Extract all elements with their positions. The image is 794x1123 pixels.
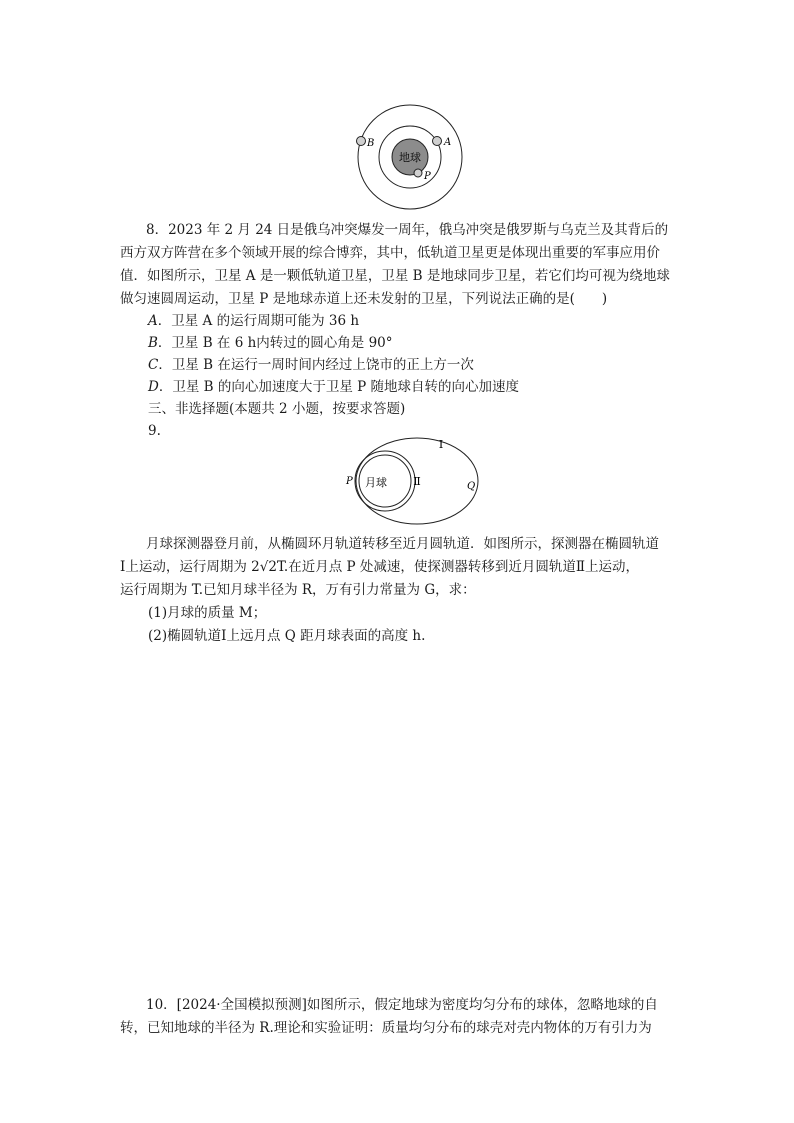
moon-label: 月球: [365, 476, 387, 489]
q10-line-2: 转，已知地球的半径为 R.理论和实验证明：质量均匀分布的球壳对壳内物体的万有引力为: [120, 1020, 652, 1036]
q8-line-2: 西方双方阵营在多个领域开展的综合博弈，其中，低轨道卫星更是体现出重要的军事应用价: [120, 245, 660, 261]
option-text: ．卫星 B 在 6 h内转过的圆心角是 90°: [157, 335, 393, 351]
q10-line-1: 10．[2024·全国模拟预测]如图所示，假定地球为密度均匀分布的球体，忽略地球的自: [146, 997, 658, 1013]
label-p: P: [346, 476, 353, 487]
q8-option-b[interactable]: [148, 332, 708, 354]
q9-line-1: 月球探测器登月前，从椭圆环月轨道转移至近月圆轨道．如图所示，探测器在椭圆轨道: [146, 536, 659, 552]
q8-option-d[interactable]: [148, 376, 708, 398]
section-heading: 三、非选择题(本题共 2 小题，按要求答题): [148, 401, 406, 417]
earth-label: 地球: [399, 151, 421, 164]
q8-line-4: 做匀速圆周运动，卫星 P 是地球赤道上还未发射的卫星，下列说法正确的是( ): [120, 291, 608, 307]
satellite-orbit-figure: [350, 100, 480, 210]
orbit-1-label: Ⅰ: [438, 438, 444, 451]
option-key: B: [148, 335, 158, 351]
option-key: D: [148, 379, 159, 395]
option-key: C: [148, 357, 159, 373]
q9-line-2: Ⅰ上运动，运行周期为 2√2T.在近月点 P 处减速，使探测器转移到近月圆轨道Ⅱ上运动，: [120, 559, 640, 575]
satellite-b: [357, 137, 366, 146]
option-key: A: [148, 313, 158, 329]
moon-orbit-figure: [340, 432, 490, 530]
satellite-p: [414, 169, 422, 177]
q9-number: 9.: [148, 423, 161, 439]
label-q: Q: [467, 481, 476, 492]
option-text: ．卫星 B 的向心加速度大于卫星 P 随地球自转的向心加速度: [158, 379, 519, 395]
q9-line-3: 运行周期为 T.已知月球半径为 R，万有引力常量为 G，求：: [120, 582, 476, 598]
label-a: A: [444, 137, 452, 148]
q8-line-3: 值．如图所示，卫星 A 是一颗低轨道卫星，卫星 B 是地球同步卫星，若它们均可视为绕地球: [120, 268, 670, 284]
option-text: ．卫星 A 的运行周期可能为 36 h: [157, 313, 360, 329]
q9-part-1: (1)月球的质量 M；: [148, 605, 267, 621]
orbit-2-label: Ⅱ: [413, 475, 421, 488]
q8-option-c[interactable]: [148, 354, 708, 376]
label-b: B: [367, 138, 375, 149]
q9-part-2: (2)椭圆轨道Ⅰ上远月点 Q 距月球表面的高度 h.: [148, 628, 426, 644]
option-text: ．卫星 B 在运行一周时间内经过上饶市的正上方一次: [158, 357, 474, 373]
satellite-a: [433, 137, 442, 146]
q8-option-a[interactable]: [148, 310, 708, 332]
q8-line-1: 8．2023 年 2 月 24 日是俄乌冲突爆发一周年，俄乌冲突是俄罗斯与乌克兰及其背后的: [146, 222, 669, 238]
label-p: P: [424, 171, 431, 182]
